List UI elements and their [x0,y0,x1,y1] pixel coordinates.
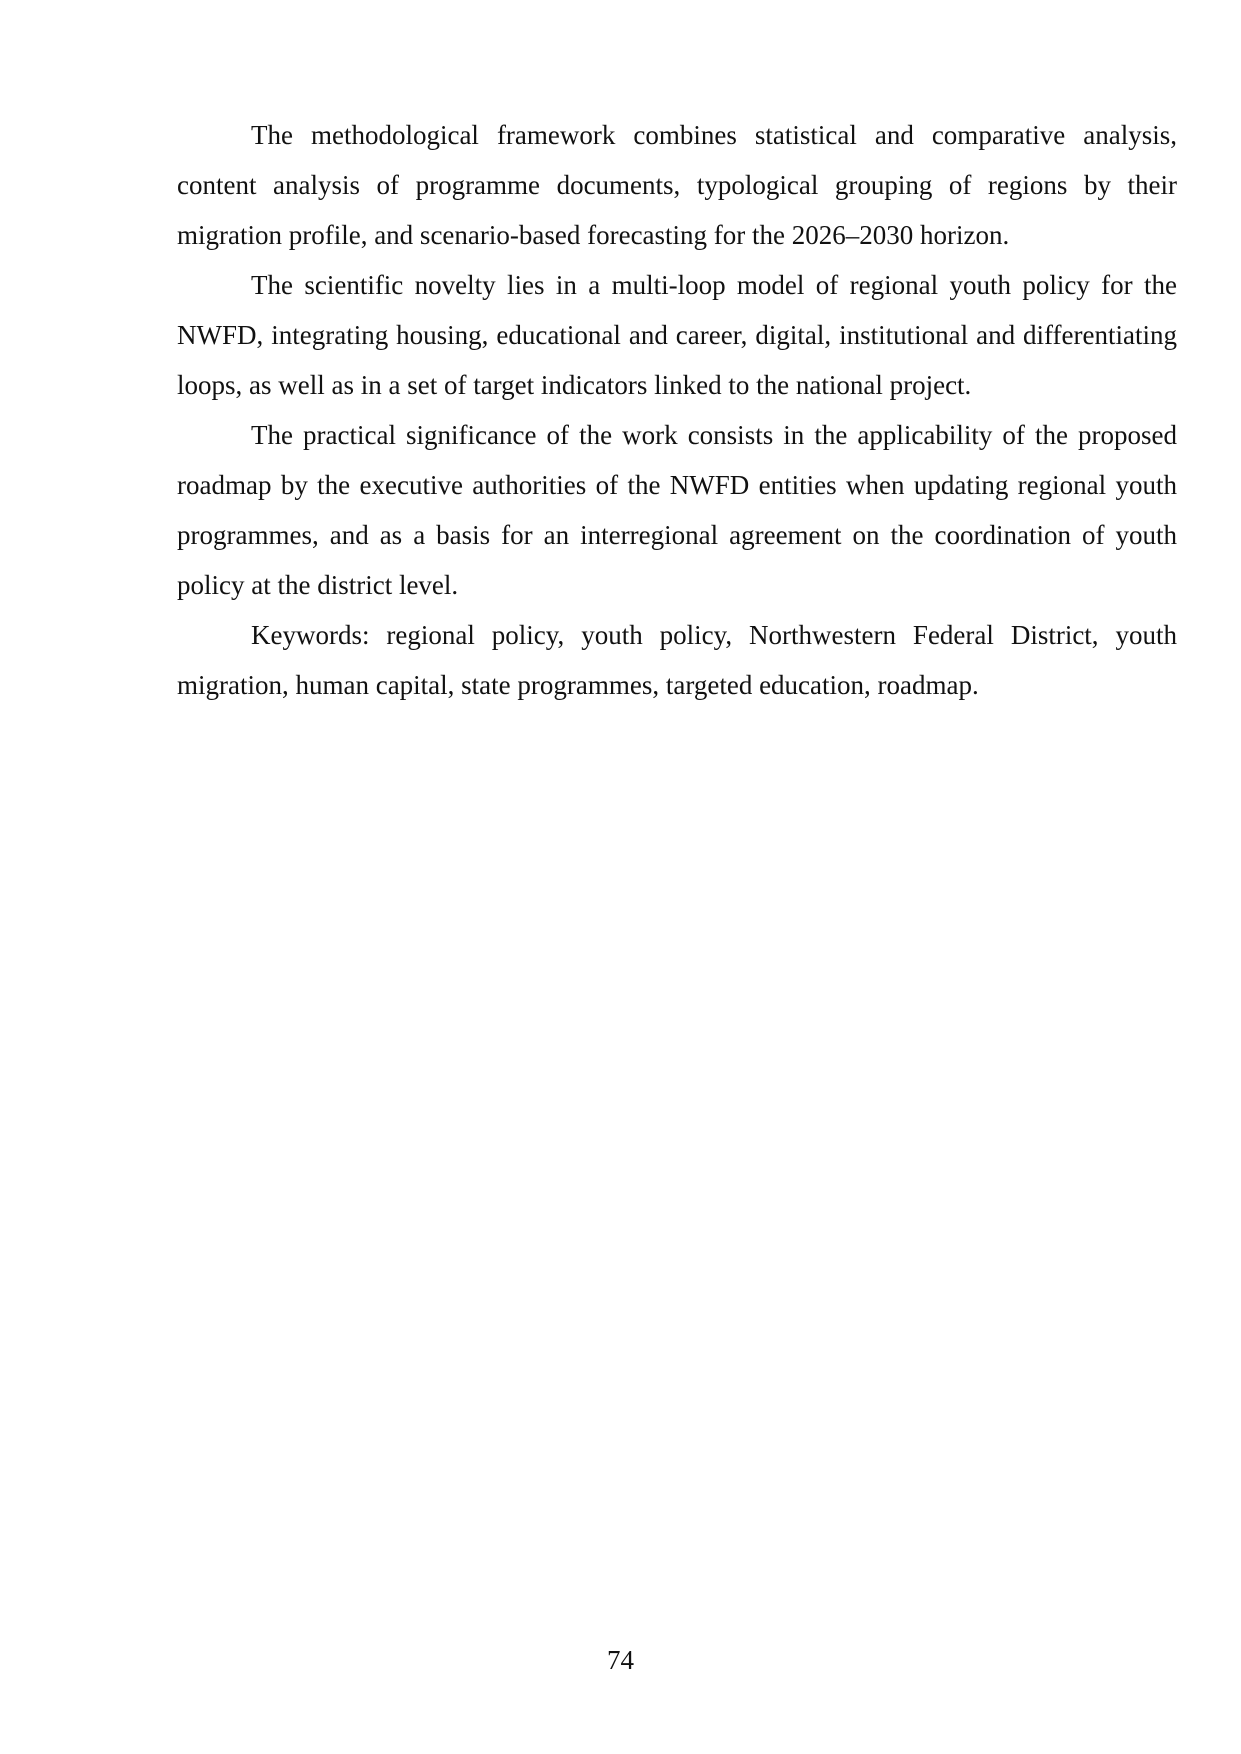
practical-significance-paragraph: The practical significance of the work consists in the applicability of the proposed roadmap by the executive authorities of the NWFD entities when updating regional youth programmes, and as a basis for an interregional agreement on the coordination of youth policy at the district level. [177,420,1177,600]
keywords-paragraph: Keywords: regional policy, youth policy, Northwestern Federal District, youth migration, human capital, state programmes, targeted education, roadmap. [177,620,1177,700]
methodology-paragraph: The methodological framework combines statistical and comparative analysis, content analysis of programme documents, typological grouping of regions by their migration profile, and scenario-based forecasting for the 2026–2030 horizon. [177,120,1177,250]
page-body [177,110,1177,710]
scientific-novelty-paragraph: The scientific novelty lies in a multi-loop model of regional youth policy for the NWFD, integrating housing, educational and career, digital, institutional and differentiating loops, as well as in a set of target indicators linked to the national project. [177,270,1177,400]
page-number: 74 [607,1645,634,1675]
